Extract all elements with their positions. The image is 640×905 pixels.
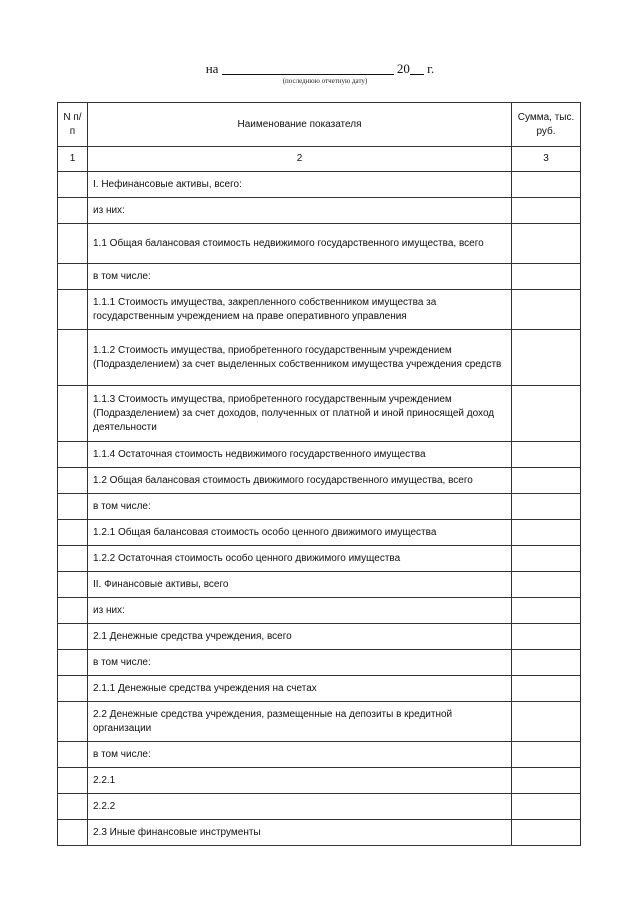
table-row: [58, 546, 581, 572]
row-name-cell: в том числе:: [88, 494, 512, 520]
table-row: [58, 702, 581, 742]
row-number-cell[interactable]: [58, 198, 88, 224]
row-number-cell[interactable]: [58, 290, 88, 330]
row-number-cell[interactable]: [58, 442, 88, 468]
row-number-cell[interactable]: [58, 624, 88, 650]
row-name-cell: 2.1.1 Денежные средства учреждения на счетах: [88, 676, 512, 702]
row-sum-cell[interactable]: [512, 468, 581, 494]
table-row: [58, 442, 581, 468]
table-row: [58, 598, 581, 624]
report-date-blank[interactable]: [222, 62, 394, 75]
row-number-cell[interactable]: [58, 702, 88, 742]
table-row: [58, 794, 581, 820]
row-sum-cell[interactable]: [512, 546, 581, 572]
row-number-cell[interactable]: [58, 820, 88, 846]
row-sum-cell[interactable]: [512, 650, 581, 676]
row-sum-cell[interactable]: [512, 494, 581, 520]
date-hint: (последнюю отчетную дату): [282, 77, 368, 85]
row-sum-cell[interactable]: [512, 598, 581, 624]
row-name-cell: в том числе:: [88, 264, 512, 290]
column-number-3: 3: [512, 147, 581, 172]
column-numbers-row: [58, 147, 581, 172]
table-row: [58, 386, 581, 442]
row-name-cell: из них:: [88, 198, 512, 224]
table-row: [58, 198, 581, 224]
row-name-cell: 2.1 Денежные средства учреждения, всего: [88, 624, 512, 650]
column-number-1: 1: [58, 147, 88, 172]
row-name-cell: 2.2 Денежные средства учреждения, размещенные на депозиты в кредитной организации: [88, 702, 512, 742]
year-suffix: г.: [427, 61, 435, 76]
row-number-cell[interactable]: [58, 264, 88, 290]
table-row: [58, 290, 581, 330]
table-body: [58, 172, 581, 846]
row-sum-cell[interactable]: [512, 172, 581, 198]
row-name-cell: II. Финансовые активы, всего: [88, 572, 512, 598]
table-header-row: [58, 103, 581, 147]
row-sum-cell[interactable]: [512, 198, 581, 224]
row-number-cell[interactable]: [58, 224, 88, 264]
row-number-cell[interactable]: [58, 386, 88, 442]
row-name-cell: в том числе:: [88, 650, 512, 676]
row-sum-cell[interactable]: [512, 224, 581, 264]
table-row: [58, 676, 581, 702]
row-sum-cell[interactable]: [512, 702, 581, 742]
row-sum-cell[interactable]: [512, 442, 581, 468]
row-sum-cell[interactable]: [512, 386, 581, 442]
row-sum-cell[interactable]: [512, 520, 581, 546]
row-name-cell: 1.1.2 Стоимость имущества, приобретенного государственным учреждением (Подразделением) за счет выделенных собственником имущества учреждения средств: [88, 330, 512, 386]
table-row: [58, 494, 581, 520]
date-prefix: на: [205, 61, 219, 76]
table-row: [58, 742, 581, 768]
table-row: [58, 624, 581, 650]
row-sum-cell[interactable]: [512, 742, 581, 768]
year-blank[interactable]: [410, 62, 424, 75]
row-number-cell[interactable]: [58, 742, 88, 768]
row-sum-cell[interactable]: [512, 624, 581, 650]
table-row: [58, 468, 581, 494]
row-sum-cell[interactable]: [512, 794, 581, 820]
row-name-cell: 1.2 Общая балансовая стоимость движимого государственного имущества, всего: [88, 468, 512, 494]
table-row: [58, 172, 581, 198]
column-header-sum: Сумма, тыс. руб.: [512, 103, 581, 147]
table-row: [58, 572, 581, 598]
table-row: [58, 650, 581, 676]
row-number-cell[interactable]: [58, 494, 88, 520]
table-row: [58, 520, 581, 546]
row-name-cell: 1.2.1 Общая балансовая стоимость особо ценного движимого имущества: [88, 520, 512, 546]
row-number-cell[interactable]: [58, 572, 88, 598]
row-name-cell: 2.3 Иные финансовые инструменты: [88, 820, 512, 846]
row-sum-cell[interactable]: [512, 768, 581, 794]
row-number-cell[interactable]: [58, 546, 88, 572]
row-sum-cell[interactable]: [512, 330, 581, 386]
row-sum-cell[interactable]: [512, 290, 581, 330]
report-date-line: [0, 62, 640, 76]
row-number-cell[interactable]: [58, 676, 88, 702]
row-name-cell: 1.1 Общая балансовая стоимость недвижимого государственного имущества, всего: [88, 224, 512, 264]
row-name-cell: 1.1.1 Стоимость имущества, закрепленного собственником имущества за государственным учреждением на праве оперативного управления: [88, 290, 512, 330]
row-number-cell[interactable]: [58, 598, 88, 624]
row-number-cell[interactable]: [58, 520, 88, 546]
row-name-cell: I. Нефинансовые активы, всего:: [88, 172, 512, 198]
table-row: [58, 820, 581, 846]
year-prefix: 20: [396, 61, 410, 76]
row-name-cell: 2.2.1: [88, 768, 512, 794]
column-header-name: Наименование показателя: [88, 103, 512, 147]
row-number-cell[interactable]: [58, 768, 88, 794]
row-name-cell: 1.1.4 Остаточная стоимость недвижимого государственного имущества: [88, 442, 512, 468]
row-number-cell[interactable]: [58, 650, 88, 676]
row-sum-cell[interactable]: [512, 572, 581, 598]
column-number-2: 2: [88, 147, 512, 172]
row-name-cell: 1.2.2 Остаточная стоимость особо ценного движимого имущества: [88, 546, 512, 572]
row-name-cell: из них:: [88, 598, 512, 624]
table-row: [58, 224, 581, 264]
row-sum-cell[interactable]: [512, 264, 581, 290]
row-name-cell: в том числе:: [88, 742, 512, 768]
row-number-cell[interactable]: [58, 172, 88, 198]
row-number-cell[interactable]: [58, 468, 88, 494]
table-row: [58, 264, 581, 290]
row-sum-cell[interactable]: [512, 676, 581, 702]
table-row: [58, 768, 581, 794]
row-name-cell: 2.2.2: [88, 794, 512, 820]
row-sum-cell[interactable]: [512, 820, 581, 846]
row-number-cell[interactable]: [58, 330, 88, 386]
row-name-cell: 1.1.3 Стоимость имущества, приобретенного государственным учреждением (Подразделением) за счет доходов, полученных от платной и иной приносящей доход деятельности: [88, 386, 512, 442]
report-table: [57, 102, 581, 846]
table-row: [58, 330, 581, 386]
column-header-number: N п/п: [58, 103, 88, 147]
row-number-cell[interactable]: [58, 794, 88, 820]
